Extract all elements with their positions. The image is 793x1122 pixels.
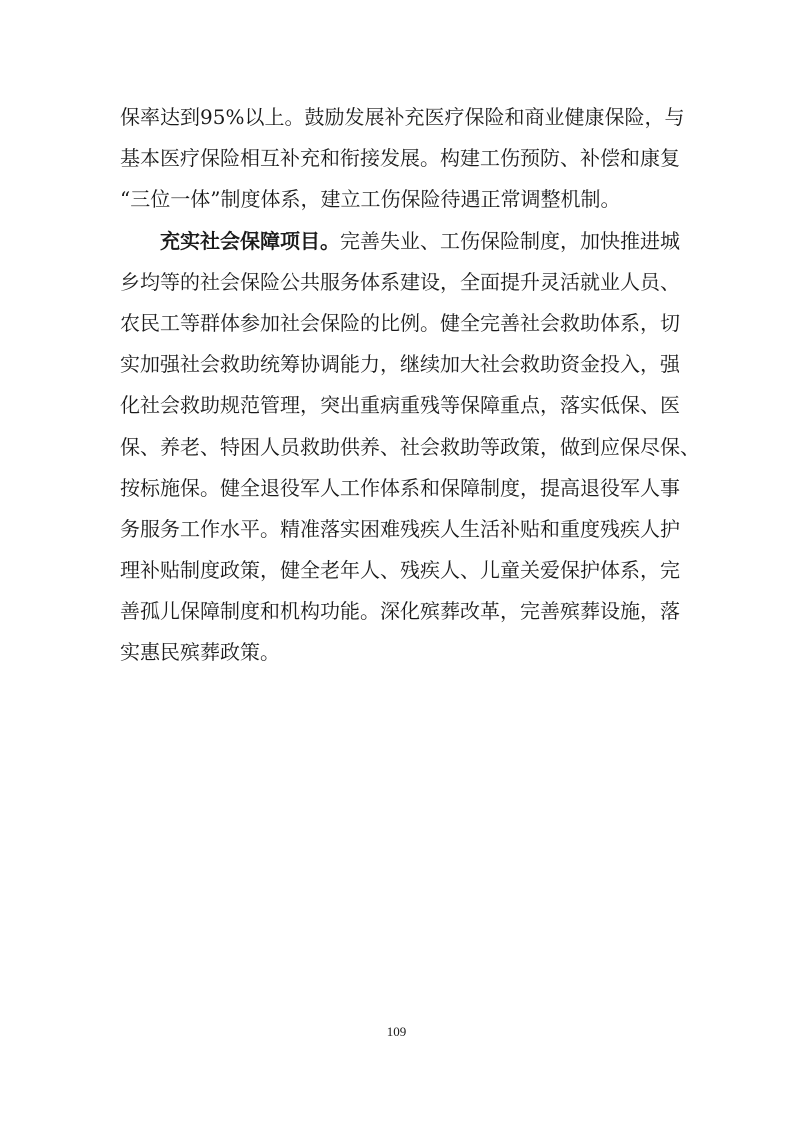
paragraph-line: 按标施保。健全退役军人工作体系和保障制度，提高退役军人事 [120,475,680,500]
paragraph-line: 乡均等的社会保险公共服务体系建设，全面提升灵活就业人员、 [120,269,680,294]
paragraph-line: 实惠民殡葬政策。 [120,640,280,665]
paragraph-text: 完善失业、工伤保险制度，加快推进城 [340,228,680,253]
paragraph-line: 保、养老、特困人员救助供养、社会救助等政策，做到应保尽保、 [120,434,700,459]
page-number: 109 [386,1024,407,1039]
paragraph-medical-insurance [120,97,685,221]
paragraph-social-security [120,221,700,674]
section-heading: 充实社会保障项目。 [160,228,340,253]
paragraph-first-line [120,221,680,262]
paragraph-line: 善孤儿保障制度和机构功能。深化殡葬改革，完善殡葬设施，落 [120,599,680,624]
paragraph-line: 化社会救助规范管理，突出重病重残等保障重点，落实低保、医 [120,393,680,418]
page-body [120,97,700,674]
paragraph-line: 保率达到95%以上。鼓励发展补充医疗保险和商业健康保险，与 [120,105,685,129]
paragraph-line: 基本医疗保险相互补充和衔接发展。构建工伤预防、补偿和康复 [120,146,680,171]
paragraph-line: 理补贴制度政策，健全老年人、残疾人、儿童关爱保护体系，完 [120,558,680,583]
paragraph-line: 农民工等群体参加社会保险的比例。健全完善社会救助体系，切 [120,310,680,335]
paragraph-line: 务服务工作水平。精准落实困难残疾人生活补贴和重度残疾人护 [120,516,680,541]
paragraph-line: 实加强社会救助统筹协调能力，继续加大社会救助资金投入，强 [120,352,680,377]
paragraph-line: “三位一体”制度体系，建立工伤保险待遇正常调整机制。 [120,187,621,212]
